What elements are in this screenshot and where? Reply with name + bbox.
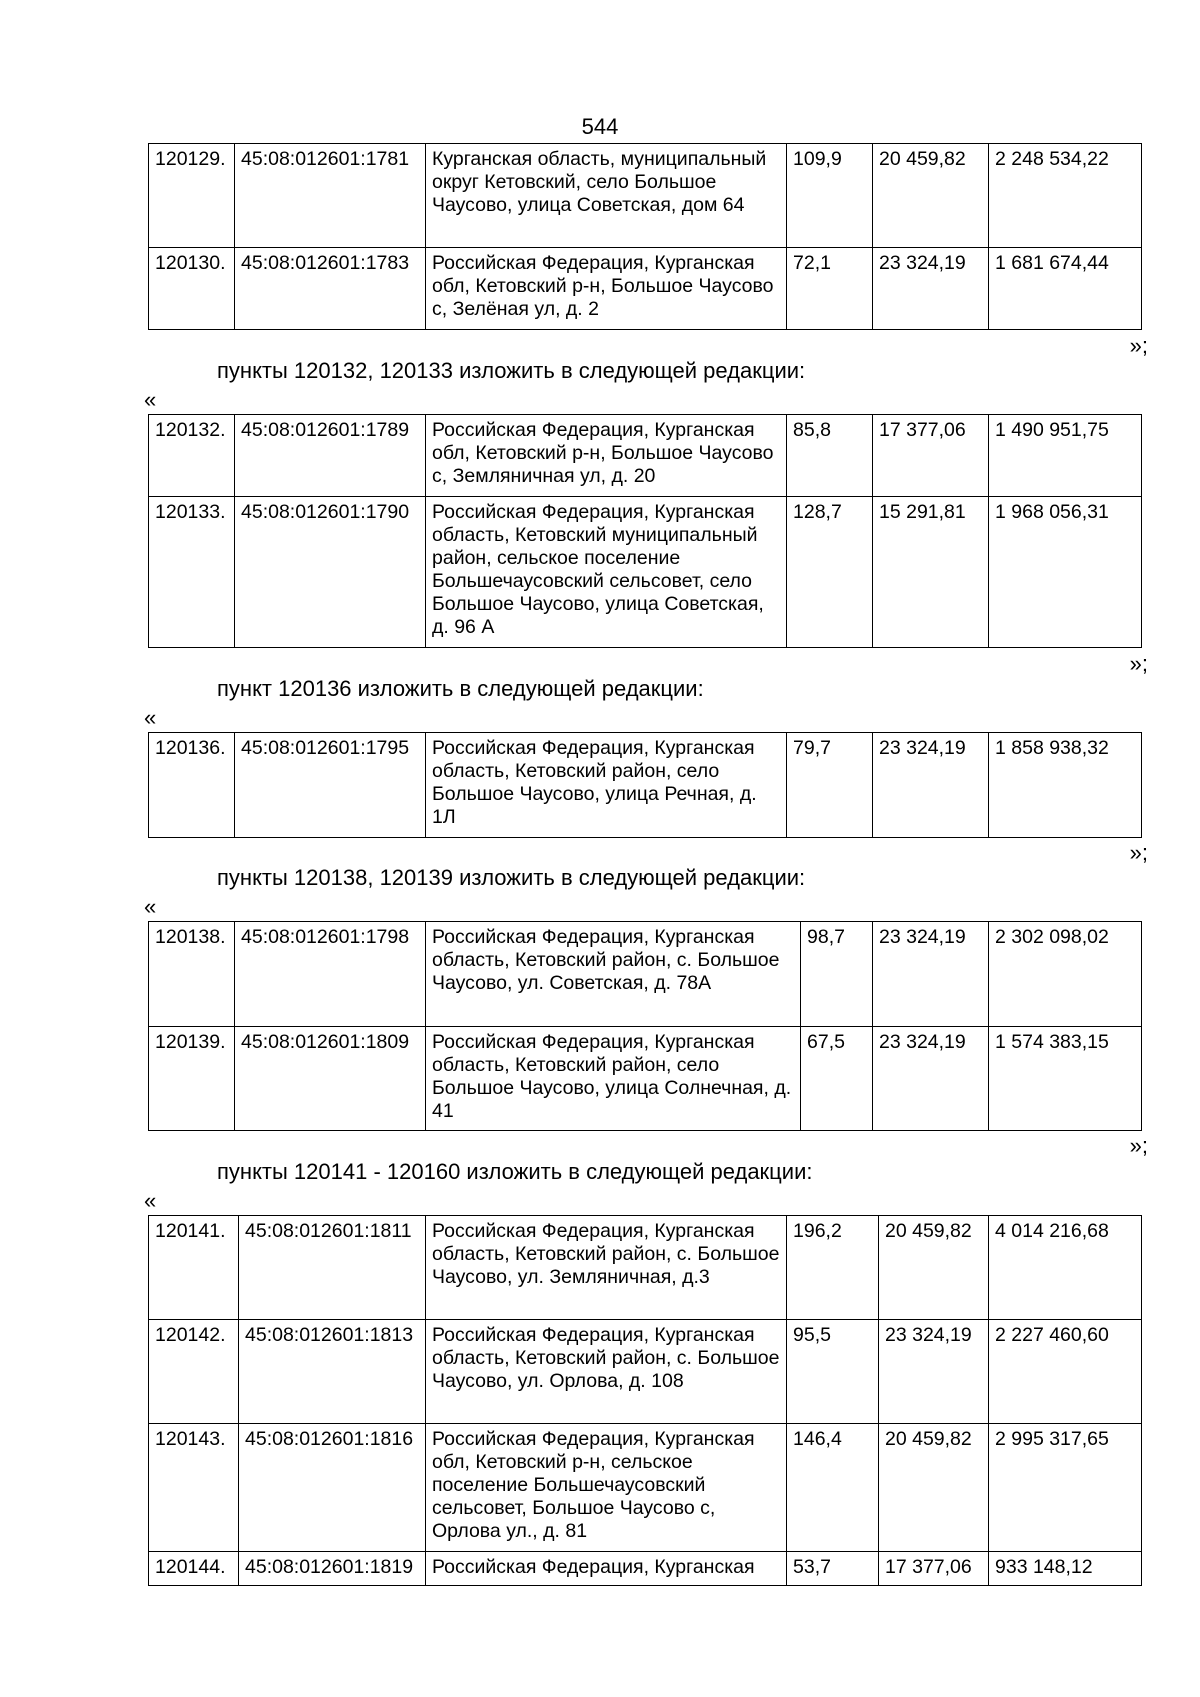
opening-quote: « — [144, 1188, 157, 1213]
address: Российская Федерация, Курганская обл, Кетовский р-н, сельское поселение Большечаусовский сельсовет, Большое Чаусово с, Орлова ул., д. 81 — [426, 1424, 787, 1552]
table-row — [149, 1320, 1142, 1424]
area: 109,9 — [787, 144, 873, 248]
opening-quote: « — [144, 894, 157, 919]
table-row — [149, 1424, 1142, 1552]
rate: 20 459,82 — [879, 1216, 989, 1320]
total-value: 1 490 951,75 — [989, 415, 1142, 497]
table-1 — [148, 143, 1142, 330]
rate: 17 377,06 — [873, 415, 989, 497]
area: 98,7 — [801, 922, 873, 1027]
area: 67,5 — [801, 1027, 873, 1131]
row-number: 120136. — [149, 733, 235, 838]
address: Курганская область, муниципальный округ Кетовский, село Большое Чаусово, улица Советская, дом 64 — [426, 144, 787, 248]
table-row — [149, 415, 1142, 497]
address: Российская Федерация, Курганская область, Кетовский район, село Большое Чаусово, улица Солнечная, д. 41 — [426, 1027, 801, 1131]
table-3 — [148, 732, 1142, 838]
opening-quote: « — [144, 387, 157, 412]
rate: 23 324,19 — [873, 733, 989, 838]
cadastral-number: 45:08:012601:1789 — [235, 415, 426, 497]
row-number: 120143. — [149, 1424, 239, 1552]
row-number: 120129. — [149, 144, 235, 248]
table-row — [149, 497, 1142, 648]
table-row — [149, 144, 1142, 248]
total-value: 933 148,12 — [989, 1552, 1142, 1586]
instruction-text: пункты 120132, 120133 изложить в следующей редакции: — [217, 358, 806, 383]
closing-quote: »; — [1129, 1133, 1148, 1158]
cadastral-number: 45:08:012601:1781 — [235, 144, 426, 248]
table-5 — [148, 1215, 1142, 1586]
address: Российская Федерация, Курганская обл, Кетовский р-н, Большое Чаусово с, Зелёная ул, д. 2 — [426, 248, 787, 330]
table-row — [149, 1216, 1142, 1320]
total-value: 2 302 098,02 — [989, 922, 1142, 1027]
total-value: 1 681 674,44 — [989, 248, 1142, 330]
instruction-text: пункты 120141 - 120160 изложить в следующей редакции: — [217, 1159, 813, 1184]
total-value: 4 014 216,68 — [989, 1216, 1142, 1320]
closing-quote: »; — [1129, 840, 1148, 865]
rate: 15 291,81 — [873, 497, 989, 648]
table-row — [149, 1552, 1142, 1586]
table-row — [149, 922, 1142, 1027]
total-value: 2 248 534,22 — [989, 144, 1142, 248]
area: 196,2 — [787, 1216, 879, 1320]
cadastral-number: 45:08:012601:1795 — [235, 733, 426, 838]
total-value: 2 227 460,60 — [989, 1320, 1142, 1424]
area: 95,5 — [787, 1320, 879, 1424]
rate: 23 324,19 — [873, 248, 989, 330]
table-row — [149, 1027, 1142, 1131]
rate: 17 377,06 — [879, 1552, 989, 1586]
row-number: 120144. — [149, 1552, 239, 1586]
cadastral-number: 45:08:012601:1798 — [235, 922, 426, 1027]
address: Российская Федерация, Курганская область, Кетовский район, с. Большое Чаусово, ул. Советская, д. 78А — [426, 922, 801, 1027]
cadastral-number: 45:08:012601:1819 — [239, 1552, 426, 1586]
cadastral-number: 45:08:012601:1790 — [235, 497, 426, 648]
row-number: 120133. — [149, 497, 235, 648]
rate: 20 459,82 — [879, 1424, 989, 1552]
area: 85,8 — [787, 415, 873, 497]
row-number: 120130. — [149, 248, 235, 330]
address: Российская Федерация, Курганская область, Кетовский муниципальный район, сельское поселение Большечаусовский сельсовет, село Большое Чаусово, улица Советская, д. 96 А — [426, 497, 787, 648]
address: Российская Федерация, Курганская область, Кетовский район, с. Большое Чаусово, ул. Орлова, д. 108 — [426, 1320, 787, 1424]
row-number: 120142. — [149, 1320, 239, 1424]
area: 79,7 — [787, 733, 873, 838]
address: Российская Федерация, Курганская область, Кетовский район, село Большое Чаусово, улица Речная, д. 1Л — [426, 733, 787, 838]
rate: 23 324,19 — [879, 1320, 989, 1424]
opening-quote: « — [144, 705, 157, 730]
instruction-text: пункт 120136 изложить в следующей редакции: — [217, 676, 704, 701]
row-number: 120139. — [149, 1027, 235, 1131]
total-value: 1 574 383,15 — [989, 1027, 1142, 1131]
row-number: 120141. — [149, 1216, 239, 1320]
cadastral-number: 45:08:012601:1809 — [235, 1027, 426, 1131]
cadastral-number: 45:08:012601:1816 — [239, 1424, 426, 1552]
area: 53,7 — [787, 1552, 879, 1586]
address: Российская Федерация, Курганская обл, Кетовский р-н, Большое Чаусово с, Земляничная ул, д. 20 — [426, 415, 787, 497]
page-number: 544 — [581, 114, 619, 139]
table-row — [149, 248, 1142, 330]
cadastral-number: 45:08:012601:1811 — [239, 1216, 426, 1320]
area: 146,4 — [787, 1424, 879, 1552]
closing-quote: »; — [1129, 333, 1148, 358]
total-value: 2 995 317,65 — [989, 1424, 1142, 1552]
row-number: 120138. — [149, 922, 235, 1027]
rate: 23 324,19 — [873, 1027, 989, 1131]
row-number: 120132. — [149, 415, 235, 497]
instruction-text: пункты 120138, 120139 изложить в следующей редакции: — [217, 865, 806, 890]
rate: 23 324,19 — [873, 922, 989, 1027]
table-row — [149, 733, 1142, 838]
cadastral-number: 45:08:012601:1813 — [239, 1320, 426, 1424]
total-value: 1 968 056,31 — [989, 497, 1142, 648]
cadastral-number: 45:08:012601:1783 — [235, 248, 426, 330]
rate: 20 459,82 — [873, 144, 989, 248]
address: Российская Федерация, Курганская — [426, 1552, 787, 1586]
area: 72,1 — [787, 248, 873, 330]
total-value: 1 858 938,32 — [989, 733, 1142, 838]
closing-quote: »; — [1129, 651, 1148, 676]
address: Российская Федерация, Курганская область, Кетовский район, с. Большое Чаусово, ул. Земляничная, д.3 — [426, 1216, 787, 1320]
table-2 — [148, 414, 1142, 648]
table-4 — [148, 921, 1142, 1131]
area: 128,7 — [787, 497, 873, 648]
